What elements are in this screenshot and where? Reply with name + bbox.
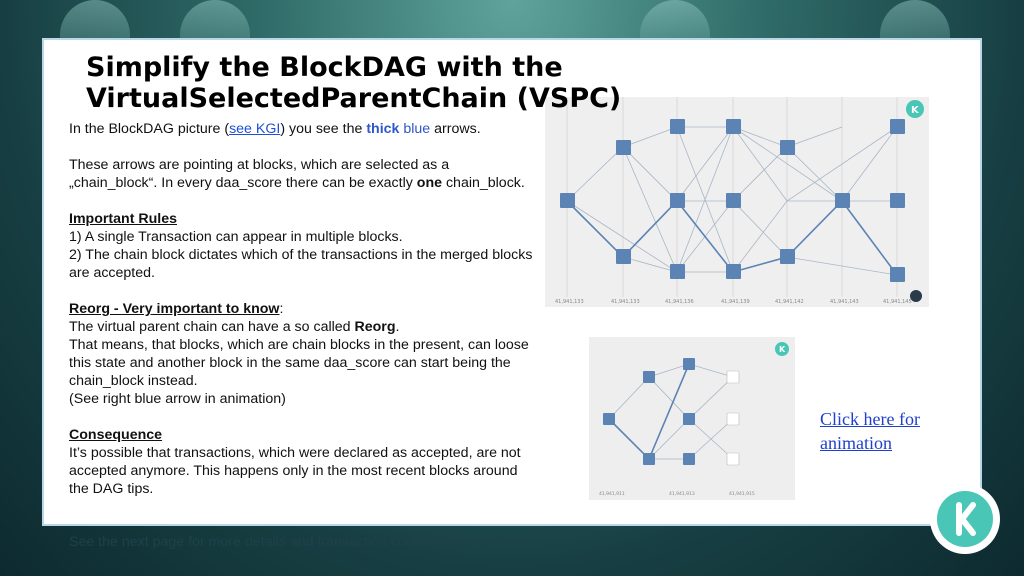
dag-axis-label: 41,941,133	[611, 299, 640, 305]
dag-axis-label: 41,941,913	[669, 492, 695, 497]
para2-text: These arrows are pointing at blocks, which are selected as a „chain_block“. In every daa_score there can be exactly	[69, 157, 450, 191]
footer-note: See the next page for more details and transaction confirmation tracking.	[69, 534, 526, 550]
dag-logo-icon	[906, 100, 924, 118]
reorg-colon: :	[279, 301, 284, 317]
rule-item: 2) The chain block dictates which of the transactions in the merged blocks are accepted.	[69, 247, 533, 281]
dag-node	[616, 140, 631, 155]
dag-node	[683, 413, 695, 425]
dag-axis-label: 41,941,139	[721, 299, 750, 305]
consequence-heading: Consequence	[69, 427, 163, 443]
animation-link[interactable]: Click here for animation	[820, 409, 920, 453]
dag2-axis	[599, 491, 755, 497]
dag-node	[683, 453, 695, 465]
dag-node	[780, 140, 795, 155]
dag-node	[727, 371, 739, 383]
kaspa-logo	[930, 484, 1000, 554]
blockdag-picture	[545, 97, 929, 307]
reorg-line	[69, 318, 539, 336]
svg-text:K: K	[911, 105, 919, 116]
reorg-heading: Reorg - Very important to know	[69, 301, 280, 317]
reorg-text-end: .	[395, 319, 400, 335]
dag-node	[726, 264, 741, 279]
dag-axis-label: 41,941,143	[830, 299, 859, 305]
dag-axis-label: 41,941,915	[729, 492, 755, 497]
dag2-nodes	[603, 358, 695, 465]
dag-node	[835, 193, 850, 208]
reorg-heading-line	[69, 300, 539, 318]
body-text	[69, 120, 539, 498]
dag-node	[727, 453, 739, 465]
svg-text:K: K	[779, 345, 786, 354]
rule-item: 1) A single Transaction can appear in multiple blocks.	[69, 229, 403, 245]
dag2-pending-nodes	[727, 371, 739, 465]
dag-node	[670, 119, 685, 134]
slide-title: Simplify the BlockDAG with the VirtualSelectedParentChain (VSPC)	[86, 52, 622, 114]
dag-node	[683, 358, 695, 370]
dag-axis-label: 41,941,136	[665, 299, 694, 305]
dag-node	[890, 267, 905, 282]
dag-node	[890, 193, 905, 208]
zoom-reset-icon[interactable]	[910, 290, 922, 302]
dag-axis-label: 41,941,142	[775, 299, 804, 305]
rules-heading: Important Rules	[69, 211, 177, 227]
chain-block-paragraph	[69, 156, 539, 192]
dag-node	[726, 193, 741, 208]
dag-node	[890, 119, 905, 134]
see-kgi-link[interactable]: see KGI	[229, 121, 281, 137]
dag-axis-label: 41,941,911	[599, 492, 625, 497]
dag2-logo-icon	[775, 342, 789, 356]
dag-node	[643, 453, 655, 465]
reorg-text: The virtual parent chain can have a so called	[69, 319, 355, 335]
reorg-note: (See right blue arrow in animation)	[69, 391, 286, 407]
dag-axis-label: 41,941,133	[555, 299, 584, 305]
dag-axis	[555, 299, 912, 305]
consequence-text: It’s possible that transactions, which were declared as accepted, are not accepted anymore. This happens only in the most recent blocks around the DAG tips.	[69, 445, 521, 497]
dag-node	[560, 193, 575, 208]
intro-paragraph	[69, 120, 539, 138]
dag-node	[780, 249, 795, 264]
thick-word: thick	[366, 121, 400, 137]
blue-word: blue	[399, 121, 431, 137]
dag-node	[603, 413, 615, 425]
dag-chain-edges	[567, 201, 897, 275]
dag-node	[616, 249, 631, 264]
para2-end: chain_block.	[442, 175, 525, 191]
dag-axis-label: 41,941,145	[883, 299, 912, 305]
intro-text-end: arrows.	[430, 121, 481, 137]
k-glyph-icon	[937, 491, 993, 547]
dag-node	[727, 413, 739, 425]
dag-node	[643, 371, 655, 383]
intro-text: In the BlockDAG picture (	[69, 121, 230, 137]
reorg-explanation: That means, that blocks, which are chain blocks in the present, can loose this state and another block in the same daa_score can start being the chain_block instead.	[69, 337, 529, 389]
dag-node	[670, 264, 685, 279]
reorg-animation-preview	[589, 337, 795, 500]
kaspa-logo-icon	[937, 491, 993, 547]
dag2-edges	[609, 364, 733, 459]
one-word: one	[416, 175, 443, 191]
dag-node	[670, 193, 685, 208]
reorg-bold: Reorg	[354, 319, 396, 335]
intro-text-middle: ) you see the	[280, 121, 367, 137]
dag-node	[726, 119, 741, 134]
